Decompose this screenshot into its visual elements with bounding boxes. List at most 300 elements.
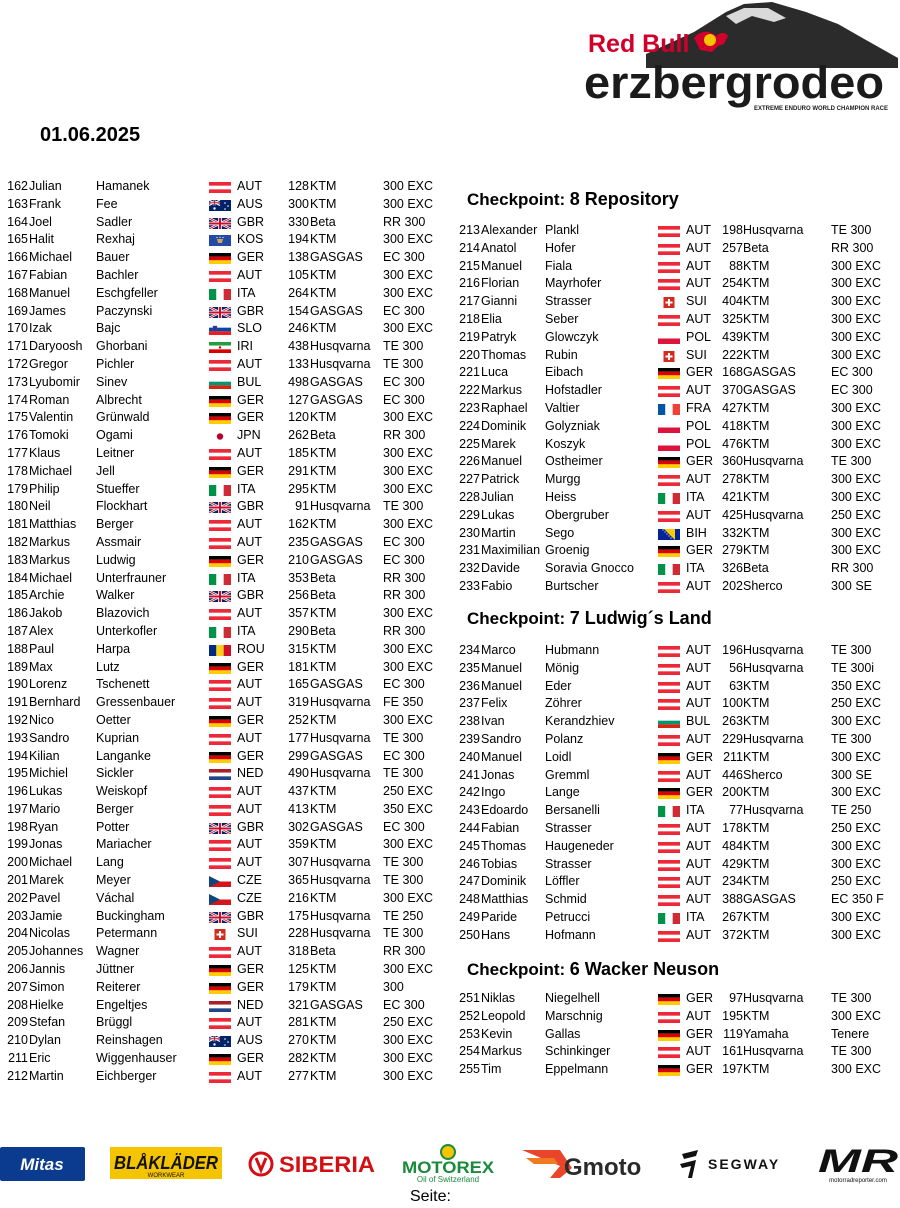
start-number: 438 [288, 339, 309, 354]
rider-number: 175 [7, 410, 28, 425]
first-name: Dominik [481, 874, 527, 889]
rider-number: 212 [7, 1068, 28, 1083]
last-name: Eder [545, 678, 572, 693]
table-row [452, 436, 892, 454]
start-number: 234 [722, 874, 743, 889]
flag-icon [209, 609, 231, 620]
first-name: Davide [481, 561, 520, 576]
rider-number: 195 [7, 766, 28, 781]
table-row [452, 873, 892, 891]
checkpoint-label: Checkpoint: [467, 190, 566, 209]
rider-number: 167 [7, 267, 28, 282]
bike-make: Husqvarna [310, 908, 371, 923]
bike-make: GASGAS [310, 534, 363, 549]
start-number: 120 [288, 410, 309, 425]
checkpoint-6-list [452, 990, 892, 1079]
last-name: Jell [96, 463, 115, 478]
nationality: AUS [237, 1033, 263, 1048]
flag-icon [658, 457, 680, 468]
first-name: Manuel [481, 258, 522, 273]
start-number: 319 [288, 695, 309, 710]
nationality: SUI [686, 347, 707, 362]
table-row [452, 311, 892, 329]
motorex-text: MOTOREX [402, 1158, 495, 1177]
table-row [0, 943, 440, 961]
bike-model: 300 EXC [383, 962, 434, 977]
bike-make: Husqvarna [310, 730, 371, 745]
last-name: Strasser [545, 820, 592, 835]
flag-icon [209, 396, 231, 407]
flag-icon [209, 645, 231, 656]
rider-number: 208 [7, 997, 28, 1012]
start-number: 210 [288, 552, 309, 567]
rider-number: 189 [7, 659, 28, 674]
nationality: GER [686, 454, 714, 469]
bike-make: Husqvarna [743, 454, 804, 469]
table-row [452, 1026, 892, 1044]
first-name: Markus [29, 552, 70, 567]
flag-icon [209, 253, 231, 264]
flag-icon [209, 983, 231, 994]
rider-number: 166 [7, 250, 28, 265]
first-name: Michael [29, 570, 73, 585]
nationality: AUT [237, 517, 262, 532]
start-number: 195 [722, 1008, 743, 1023]
table-row [0, 392, 440, 410]
flag-icon [658, 699, 680, 710]
flag-icon [209, 413, 231, 424]
flag-icon [658, 1047, 680, 1058]
start-number: 77 [729, 803, 743, 818]
bike-model: 300 EXC [383, 641, 434, 656]
bike-model: EC 300 [831, 383, 873, 398]
flag-icon [658, 493, 680, 504]
bike-make: KTM [743, 418, 770, 433]
blaklader-text: BLÅKLÄDER [114, 1153, 218, 1173]
start-number: 194 [288, 232, 309, 247]
rider-number: 174 [7, 392, 28, 407]
rider-number: 254 [459, 1044, 480, 1059]
nationality: GER [686, 1026, 714, 1041]
table-row [0, 498, 440, 516]
nationality: AUT [237, 801, 262, 816]
bike-model: 300 EXC [831, 347, 882, 362]
last-name: Pichler [96, 356, 135, 371]
motorex-logo [400, 1144, 496, 1184]
nationality: GER [237, 250, 265, 265]
table-row [0, 872, 440, 890]
left-column [0, 178, 440, 1086]
motorradreporter-logo [816, 1144, 900, 1184]
rider-number: 253 [459, 1026, 480, 1041]
bike-model: 300 EXC [831, 276, 882, 291]
bike-model: 300 EXC [383, 321, 434, 336]
flag-icon [658, 735, 680, 746]
nationality: BIH [686, 525, 707, 540]
first-name: Fabio [481, 578, 513, 593]
last-name: Strasser [545, 856, 592, 871]
table-row [0, 196, 440, 214]
table-row [452, 560, 892, 578]
nationality: AUT [686, 820, 711, 835]
rider-number: 220 [459, 347, 480, 362]
logo-text-main: erzbergrodeo [584, 57, 884, 108]
table-row [0, 961, 440, 979]
flag-icon [209, 574, 231, 585]
table-row [452, 293, 892, 311]
flag-icon [658, 682, 680, 693]
nationality: GBR [237, 908, 265, 923]
last-name: Hofstadler [545, 383, 602, 398]
nationality: GER [237, 979, 265, 994]
table-row [0, 463, 440, 481]
table-row [452, 927, 892, 945]
nationality: AUT [237, 944, 262, 959]
checkpoint-label: Checkpoint: [467, 609, 566, 628]
rider-number: 245 [459, 838, 480, 853]
flag-icon [658, 368, 680, 379]
bike-model: FE 350 [383, 695, 424, 710]
table-row [452, 453, 892, 471]
bike-model: 300 EXC [383, 606, 434, 621]
last-name: Kuprian [96, 730, 140, 745]
last-name: Loidl [545, 749, 572, 764]
last-name: Löffler [545, 874, 580, 889]
first-name: Leopold [481, 1008, 526, 1023]
nationality: GER [237, 463, 265, 478]
bike-model: 250 EXC [831, 507, 882, 522]
flag-icon [209, 1054, 231, 1065]
last-name: Lange [545, 785, 580, 800]
nationality: GER [686, 543, 714, 558]
last-name: Wiggenhauser [96, 1051, 177, 1066]
nationality: GER [686, 1062, 714, 1077]
start-number: 321 [288, 997, 309, 1012]
flag-icon [209, 929, 231, 940]
first-name: Maximilian [481, 543, 541, 558]
nationality: BUL [237, 374, 262, 389]
rider-number: 226 [459, 454, 480, 469]
page-label: Seite: [410, 1188, 451, 1205]
bike-make: KTM [310, 196, 337, 211]
rider-number: 210 [7, 1033, 28, 1048]
first-name: Lorenz [29, 677, 68, 692]
first-name: Sandro [481, 731, 522, 746]
first-name: Jonas [29, 837, 63, 852]
nationality: AUT [237, 1015, 262, 1030]
start-number: 299 [288, 748, 309, 763]
bike-model: 300 EXC [831, 258, 882, 273]
first-name: Daryoosh [29, 339, 83, 354]
rider-number: 213 [459, 223, 480, 237]
table-row [0, 214, 440, 232]
bike-model: RR 300 [831, 561, 874, 576]
start-number: 330 [288, 214, 309, 229]
nationality: AUT [686, 660, 711, 675]
nationality: SUI [237, 926, 258, 941]
rider-number: 170 [7, 321, 28, 336]
bike-make: KTM [310, 606, 337, 621]
flag-icon [658, 717, 680, 728]
bike-model: 300 EXC [383, 712, 434, 727]
rider-number: 179 [7, 481, 28, 496]
table-row [0, 570, 440, 588]
start-number: 357 [288, 606, 309, 621]
last-name: Grünwald [96, 410, 150, 425]
table-row [0, 908, 440, 926]
start-number: 300 [288, 196, 309, 211]
last-name: Rexhaj [96, 232, 135, 247]
last-name: Kerandzhiev [545, 714, 615, 729]
bike-make: Yamaha [743, 1026, 789, 1041]
last-name: Tschenett [96, 677, 150, 692]
last-name: Eichberger [96, 1068, 157, 1083]
start-number: 197 [722, 1062, 743, 1077]
bike-model: 300 EXC [383, 481, 434, 496]
first-name: Lyubomir [29, 374, 80, 389]
start-number: 177 [288, 730, 309, 745]
start-number: 325 [722, 311, 743, 326]
bike-make: GASGAS [310, 303, 363, 318]
nationality: AUT [686, 223, 711, 237]
start-number: 246 [288, 321, 309, 336]
nationality: AUT [686, 678, 711, 693]
checkpoint-7-list [452, 642, 892, 945]
first-name: Matthias [481, 892, 529, 907]
bike-make: KTM [310, 784, 337, 799]
nationality: AUT [686, 767, 711, 782]
flag-icon [658, 664, 680, 675]
last-name: Reiterer [96, 979, 141, 994]
last-name: Bachler [96, 267, 139, 282]
table-row [452, 258, 892, 276]
start-number: 133 [288, 356, 309, 371]
first-name: Ivan [481, 714, 505, 729]
flag-icon [658, 806, 680, 817]
table-row [0, 534, 440, 552]
rider-number: 198 [7, 819, 28, 834]
flag-icon [658, 440, 680, 451]
rider-number: 216 [459, 276, 480, 291]
table-row [452, 1061, 892, 1079]
nationality: FRA [686, 400, 711, 415]
bike-make: Beta [743, 240, 769, 255]
last-name: Brüggl [96, 1015, 133, 1030]
first-name: Michael [29, 250, 73, 265]
first-name: Manuel [481, 749, 522, 764]
last-name: Hamanek [96, 179, 150, 193]
bike-model: 300 EXC [831, 714, 882, 729]
first-name: Thomas [481, 347, 527, 362]
erzbergrodeo-logo [576, 2, 900, 116]
table-row [452, 275, 892, 293]
bike-model: 300 EXC [383, 659, 434, 674]
flag-icon [209, 805, 231, 816]
start-number: 229 [722, 731, 743, 746]
rider-number: 240 [459, 749, 480, 764]
first-name: Halit [29, 232, 55, 247]
bike-make: Husqvarna [743, 223, 804, 237]
table-row [452, 891, 892, 909]
start-number: 63 [729, 678, 743, 693]
start-number: 125 [288, 962, 309, 977]
siberia-logo [247, 1144, 383, 1184]
rider-number: 214 [459, 240, 480, 255]
segway-logo [676, 1144, 796, 1184]
bike-make: Husqvarna [310, 873, 371, 888]
start-number: 119 [723, 1026, 743, 1041]
first-name: Tim [481, 1062, 502, 1077]
bike-model: 300 EXC [831, 1008, 882, 1023]
start-number: 370 [722, 383, 743, 398]
bike-model: Tenere [831, 1026, 870, 1041]
bike-make: KTM [310, 801, 337, 816]
bike-model: TE 300 [831, 731, 872, 746]
table-row [0, 730, 440, 748]
bike-model: 300 EXC [831, 1062, 882, 1077]
rider-number: 192 [7, 712, 28, 727]
first-name: Johannes [29, 944, 84, 959]
first-name: Jannis [29, 962, 66, 977]
start-number: 295 [288, 481, 309, 496]
nationality: NED [237, 997, 264, 1012]
gmoto-logo [520, 1144, 656, 1184]
start-number: 56 [729, 660, 743, 675]
start-number: 127 [288, 392, 309, 407]
last-name: Leitner [96, 445, 135, 460]
first-name: Alex [29, 623, 54, 638]
rider-number: 164 [7, 214, 28, 229]
flag-icon [209, 787, 231, 798]
last-name: Schmid [545, 892, 587, 907]
bike-model: RR 300 [383, 588, 426, 603]
flag-icon [209, 502, 231, 513]
table-row [452, 660, 892, 678]
first-name: Edoardo [481, 803, 529, 818]
table-row [452, 400, 892, 418]
last-name: Mönig [545, 660, 580, 675]
first-name: Tobias [481, 856, 518, 871]
bike-make: KTM [743, 329, 770, 344]
table-row [0, 765, 440, 783]
flag-icon [658, 788, 680, 799]
bike-make: KTM [743, 856, 770, 871]
nationality: AUT [237, 695, 262, 710]
flag-icon [209, 752, 231, 763]
bike-model: 300 EXC [383, 410, 434, 425]
bike-model: 300 EXC [383, 1068, 434, 1083]
rider-number: 248 [459, 892, 480, 907]
flag-icon [209, 663, 231, 674]
table-row [0, 819, 440, 837]
nationality: SLO [237, 321, 263, 336]
bike-make: KTM [310, 1068, 337, 1083]
bike-make: KTM [310, 712, 337, 727]
start-number: 196 [722, 643, 743, 657]
first-name: Eric [29, 1051, 51, 1066]
rider-number: 172 [7, 356, 28, 371]
flag-icon [658, 546, 680, 557]
nationality: GER [237, 962, 265, 977]
bike-make: KTM [310, 179, 337, 193]
last-name: Soravia Gnocco [545, 561, 634, 576]
bike-make: GASGAS [310, 748, 363, 763]
last-name: Lutz [96, 659, 120, 674]
flag-icon [209, 307, 231, 318]
start-number: 326 [722, 561, 743, 576]
rider-number: 211 [8, 1051, 28, 1066]
bike-make: KTM [743, 1008, 770, 1023]
start-number: 291 [288, 463, 309, 478]
last-name: Rubin [545, 347, 578, 362]
start-number: 200 [722, 785, 743, 800]
bike-make: Beta [310, 428, 336, 443]
rider-number: 169 [7, 303, 28, 318]
start-number: 484 [722, 838, 743, 853]
table-row [0, 249, 440, 267]
nationality: POL [686, 418, 712, 433]
nationality: AUT [686, 472, 711, 487]
last-name: Hofer [545, 240, 576, 255]
flag-icon [658, 279, 680, 290]
last-name: Hofmann [545, 927, 596, 942]
first-name: Markus [481, 383, 522, 398]
nationality: GBR [237, 588, 265, 603]
rider-number: 199 [7, 837, 28, 852]
nationality: AUT [237, 356, 262, 371]
rider-number: 252 [459, 1008, 480, 1023]
flag-icon [658, 351, 680, 362]
last-name: Sadler [96, 214, 133, 229]
bike-model: TE 300 [831, 454, 872, 469]
flag-icon [209, 324, 231, 335]
first-name: Lukas [481, 507, 515, 522]
start-number: 429 [722, 856, 743, 871]
flag-icon [209, 289, 231, 300]
last-name: Jüttner [96, 962, 135, 977]
last-name: Ogami [96, 428, 133, 443]
flag-icon [209, 182, 231, 193]
nationality: NED [237, 766, 264, 781]
rider-number: 238 [459, 714, 480, 729]
start-number: 97 [729, 991, 743, 1005]
nationality: IRI [237, 339, 253, 354]
flag-icon [658, 244, 680, 255]
bike-make: Husqvarna [310, 695, 371, 710]
table-row [0, 1014, 440, 1032]
first-name: Sandro [29, 730, 70, 745]
bike-make: KTM [743, 472, 770, 487]
first-name: Luca [481, 365, 509, 380]
last-name: Berger [96, 801, 134, 816]
rider-number: 203 [7, 908, 28, 923]
first-name: Fabian [29, 267, 68, 282]
bike-make: KTM [743, 1062, 770, 1077]
nationality: GER [686, 785, 714, 800]
rider-number: 162 [7, 179, 28, 193]
rider-number: 171 [7, 339, 28, 354]
nationality: AUT [237, 179, 262, 193]
rider-number: 249 [459, 909, 480, 924]
last-name: Buckingham [96, 908, 165, 923]
rider-number: 165 [7, 232, 28, 247]
bike-make: Husqvarna [310, 855, 371, 870]
first-name: Anatol [481, 240, 517, 255]
table-row [452, 418, 892, 436]
nationality: AUT [686, 927, 711, 942]
table-row [452, 542, 892, 560]
start-number: 318 [288, 944, 309, 959]
